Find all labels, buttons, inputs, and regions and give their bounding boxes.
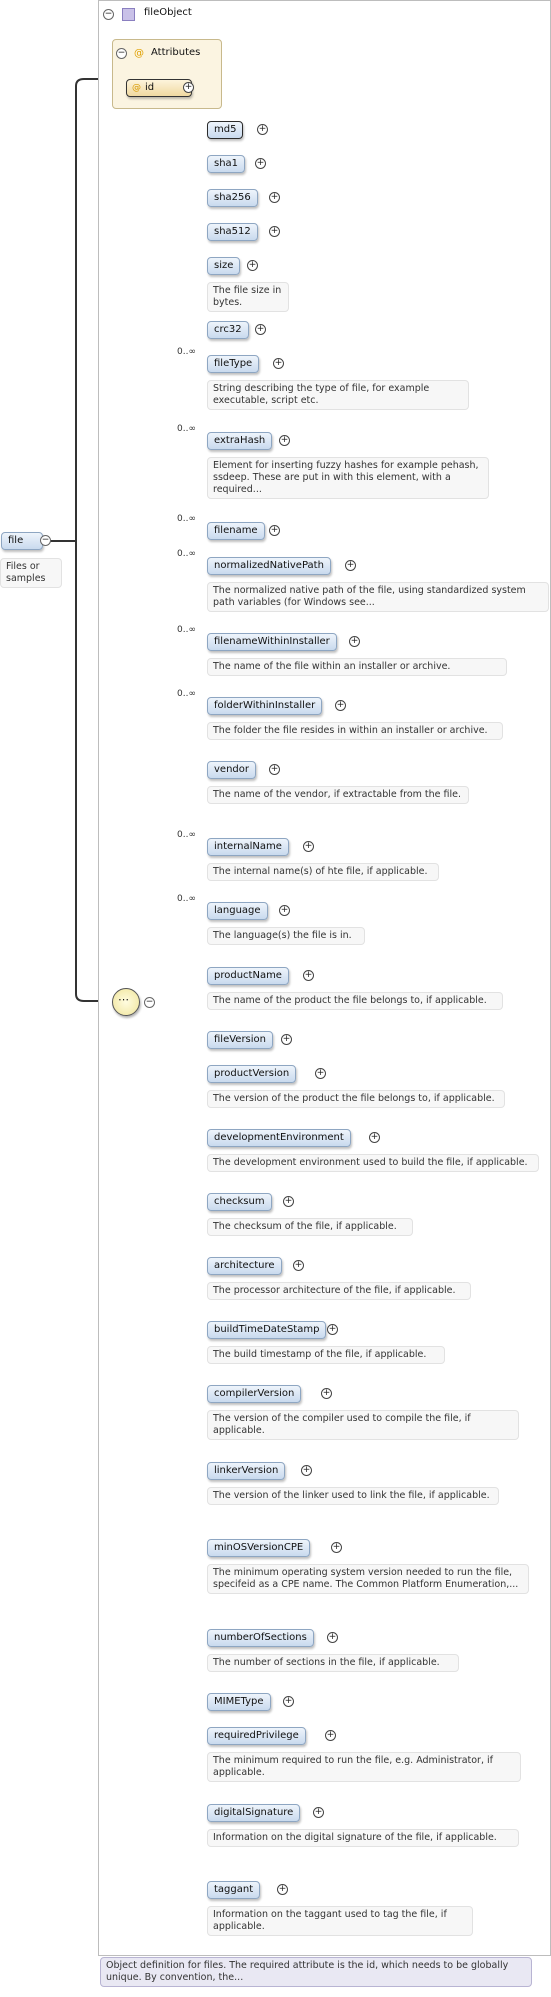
element-sha256[interactable] bbox=[207, 189, 258, 207]
element-file-type[interactable] bbox=[207, 355, 259, 373]
occurrence-label: 0..∞ bbox=[177, 894, 196, 904]
element-size[interactable] bbox=[207, 257, 240, 275]
element-description: The internal name(s) of hte file, if applicable. bbox=[207, 863, 439, 881]
element-description: The version of the product the file belongs to, if applicable. bbox=[207, 1090, 505, 1108]
element-label: fileType bbox=[214, 358, 253, 369]
expand-folder-within-installer-icon[interactable]: + bbox=[336, 700, 345, 710]
element-description: The development environment used to build the file, if applicable. bbox=[207, 1154, 539, 1172]
element-label: minOSVersionCPE bbox=[214, 1542, 304, 1553]
complex-type-icon bbox=[122, 8, 135, 21]
expand-size-icon[interactable]: + bbox=[248, 260, 257, 270]
expand-development-environment-icon[interactable]: + bbox=[370, 1132, 379, 1142]
expand-checksum-icon[interactable]: + bbox=[284, 1196, 293, 1206]
expand-min-osversion-cpe-icon[interactable]: + bbox=[332, 1542, 341, 1552]
element-crc32[interactable] bbox=[207, 321, 249, 339]
element-label: sha512 bbox=[214, 226, 251, 237]
element-mimetype[interactable] bbox=[207, 1693, 271, 1711]
element-description: The folder the file resides in within an installer or archive. bbox=[207, 722, 503, 740]
collapse-file-icon[interactable]: − bbox=[41, 535, 50, 545]
element-vendor[interactable] bbox=[207, 761, 256, 779]
root-element-label: file bbox=[8, 535, 24, 546]
expand-linker-version-icon[interactable]: + bbox=[302, 1465, 311, 1475]
element-label: digitalSignature bbox=[214, 1807, 294, 1818]
expand-file-type-icon[interactable]: + bbox=[274, 358, 283, 368]
expand-md5-icon[interactable]: + bbox=[258, 124, 267, 134]
element-label: MIMEType bbox=[214, 1696, 264, 1707]
expand-product-version-icon[interactable]: + bbox=[316, 1068, 325, 1078]
element-development-environment[interactable] bbox=[207, 1129, 351, 1147]
collapse-fileobject-icon[interactable]: − bbox=[104, 9, 113, 19]
expand-extra-hash-icon[interactable]: + bbox=[280, 435, 289, 445]
element-description: The file size in bytes. bbox=[207, 282, 289, 312]
root-description: Files or samples bbox=[0, 558, 62, 588]
expand-sha1-icon[interactable]: + bbox=[256, 158, 265, 168]
element-number-of-sections[interactable] bbox=[207, 1629, 314, 1647]
footer-description: Object definition for files. The required attribute is the id, which needs to be globally unique. By convention, the... bbox=[100, 1957, 532, 1987]
element-folder-within-installer[interactable] bbox=[207, 697, 322, 715]
element-description: The minimum operating system version needed to run the file, specifeid as a CPE name. The Common Platform Enumeration,... bbox=[207, 1564, 529, 1594]
collapse-attributes-icon[interactable]: − bbox=[117, 48, 126, 58]
element-label: vendor bbox=[214, 764, 249, 775]
element-label: internalName bbox=[214, 841, 282, 852]
expand-number-of-sections-icon[interactable]: + bbox=[328, 1632, 337, 1642]
element-label: md5 bbox=[214, 124, 237, 135]
element-description: The build timestamp of the file, if applicable. bbox=[207, 1346, 445, 1364]
element-label: developmentEnvironment bbox=[214, 1132, 344, 1143]
expand-language-icon[interactable]: + bbox=[280, 905, 289, 915]
element-sha512[interactable] bbox=[207, 223, 258, 241]
expand-internal-name-icon[interactable]: + bbox=[304, 841, 313, 851]
element-internal-name[interactable] bbox=[207, 838, 289, 856]
sequence-icon: ⋯ bbox=[118, 993, 129, 1006]
attribute-id-label: id bbox=[145, 82, 155, 93]
expand-digital-signature-icon[interactable]: + bbox=[314, 1807, 323, 1817]
element-label: architecture bbox=[214, 1260, 275, 1271]
occurrence-label: 0..∞ bbox=[177, 625, 196, 635]
element-taggant[interactable] bbox=[207, 1881, 260, 1899]
expand-normalized-native-path-icon[interactable]: + bbox=[346, 560, 355, 570]
element-description: The name of the file within an installer or archive. bbox=[207, 658, 507, 676]
expand-filename-icon[interactable]: + bbox=[270, 525, 279, 535]
element-label: filenameWithinInstaller bbox=[214, 636, 330, 647]
element-description: The number of sections in the file, if applicable. bbox=[207, 1654, 459, 1672]
occurrence-label: 0..∞ bbox=[177, 549, 196, 559]
element-label: linkerVersion bbox=[214, 1465, 279, 1476]
element-description: The name of the product the file belongs to, if applicable. bbox=[207, 992, 503, 1010]
element-digital-signature[interactable] bbox=[207, 1804, 300, 1822]
element-file-version[interactable] bbox=[207, 1031, 273, 1049]
occurrence-label: 0..∞ bbox=[177, 830, 196, 840]
element-product-version[interactable] bbox=[207, 1065, 296, 1083]
element-filename[interactable] bbox=[207, 522, 265, 540]
element-linker-version[interactable] bbox=[207, 1462, 285, 1480]
element-compiler-version[interactable] bbox=[207, 1385, 301, 1403]
element-description: The normalized native path of the file, using standardized system path variables (for Windows see... bbox=[207, 582, 549, 612]
expand-crc32-icon[interactable]: + bbox=[256, 324, 265, 334]
expand-product-name-icon[interactable]: + bbox=[304, 970, 313, 980]
sequence-compositor bbox=[112, 988, 140, 1016]
element-label: sha256 bbox=[214, 192, 251, 203]
element-label: buildTimeDateStamp bbox=[214, 1324, 320, 1335]
element-label: extraHash bbox=[214, 435, 266, 446]
element-description: The minimum required to run the file, e.g. Administrator, if applicable. bbox=[207, 1752, 521, 1782]
occurrence-label: 0..∞ bbox=[177, 514, 196, 524]
element-description: The name of the vendor, if extractable from the file. bbox=[207, 786, 469, 804]
element-language[interactable] bbox=[207, 902, 268, 920]
element-architecture[interactable] bbox=[207, 1257, 282, 1275]
element-label: fileVersion bbox=[214, 1034, 267, 1045]
expand-file-version-icon[interactable]: + bbox=[282, 1034, 291, 1044]
expand-id-icon[interactable]: + bbox=[184, 82, 193, 92]
element-label: size bbox=[214, 260, 234, 271]
root-element-file[interactable] bbox=[1, 532, 43, 550]
element-description: String describing the type of file, for example executable, script etc. bbox=[207, 380, 469, 410]
element-build-time-date-stamp[interactable] bbox=[207, 1321, 326, 1339]
expand-architecture-icon[interactable]: + bbox=[294, 1260, 303, 1270]
element-product-name[interactable] bbox=[207, 967, 289, 985]
element-description: Element for inserting fuzzy hashes for example pehash, ssdeep. These are put in with this element, with a required... bbox=[207, 457, 489, 499]
element-checksum[interactable] bbox=[207, 1193, 272, 1211]
attribute-icon: @ bbox=[132, 83, 141, 93]
element-extra-hash[interactable] bbox=[207, 432, 272, 450]
expand-filename-within-installer-icon[interactable]: + bbox=[350, 636, 359, 646]
expand-build-time-date-stamp-icon[interactable]: + bbox=[328, 1324, 337, 1334]
element-required-privilege[interactable] bbox=[207, 1727, 306, 1745]
expand-taggant-icon[interactable]: + bbox=[278, 1884, 287, 1894]
element-description: Information on the taggant used to tag the file, if applicable. bbox=[207, 1906, 473, 1936]
element-description: The version of the compiler used to compile the file, if applicable. bbox=[207, 1410, 519, 1440]
collapse-sequence-icon[interactable]: − bbox=[145, 997, 154, 1007]
element-label: folderWithinInstaller bbox=[214, 700, 316, 711]
complex-type-label: fileObject bbox=[144, 7, 192, 18]
element-normalized-native-path[interactable] bbox=[207, 557, 331, 575]
attributes-header: Attributes bbox=[151, 47, 201, 58]
element-label: numberOfSections bbox=[214, 1632, 307, 1643]
expand-required-privilege-icon[interactable]: + bbox=[326, 1730, 335, 1740]
element-label: productName bbox=[214, 970, 282, 981]
element-label: filename bbox=[214, 525, 258, 536]
element-label: normalizedNativePath bbox=[214, 560, 324, 571]
element-md5[interactable] bbox=[207, 121, 243, 139]
occurrence-label: 0..∞ bbox=[177, 347, 196, 357]
occurrence-label: 0..∞ bbox=[177, 424, 196, 434]
occurrence-label: 0..∞ bbox=[177, 689, 196, 699]
expand-mimetype-icon[interactable]: + bbox=[284, 1696, 293, 1706]
expand-vendor-icon[interactable]: + bbox=[270, 764, 279, 774]
element-label: productVersion bbox=[214, 1068, 290, 1079]
expand-sha512-icon[interactable]: + bbox=[270, 226, 279, 236]
element-label: language bbox=[214, 905, 261, 916]
element-label: requiredPrivilege bbox=[214, 1730, 299, 1741]
attribute-icon: @ bbox=[134, 48, 144, 59]
element-label: checksum bbox=[214, 1196, 265, 1207]
element-description: The language(s) the file is in. bbox=[207, 927, 365, 945]
expand-compiler-version-icon[interactable]: + bbox=[322, 1388, 331, 1398]
element-description: Information on the digital signature of the file, if applicable. bbox=[207, 1829, 519, 1847]
element-label: taggant bbox=[214, 1884, 254, 1895]
element-description: The version of the linker used to link the file, if applicable. bbox=[207, 1487, 499, 1505]
element-description: The checksum of the file, if applicable. bbox=[207, 1218, 413, 1236]
element-label: sha1 bbox=[214, 158, 239, 169]
element-label: compilerVersion bbox=[214, 1388, 295, 1399]
element-sha1[interactable] bbox=[207, 155, 245, 173]
element-description: The processor architecture of the file, if applicable. bbox=[207, 1282, 471, 1300]
element-label: crc32 bbox=[214, 324, 242, 335]
expand-sha256-icon[interactable]: + bbox=[270, 192, 279, 202]
element-min-osversion-cpe[interactable] bbox=[207, 1539, 310, 1557]
element-filename-within-installer[interactable] bbox=[207, 633, 337, 651]
